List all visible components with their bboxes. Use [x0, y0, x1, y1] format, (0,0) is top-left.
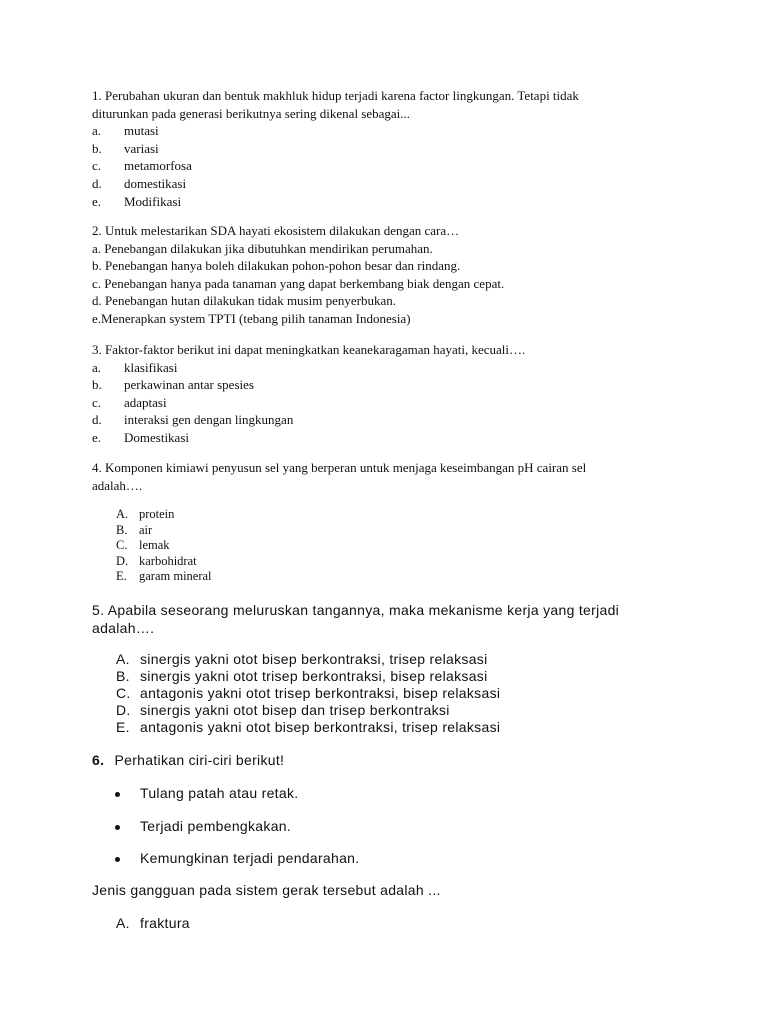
option-letter: A. — [116, 651, 130, 667]
question-4-line-1: 4. Komponen kimiawi penyusun sel yang berperan untuk menjaga keseimbangan pH cairan sel — [92, 460, 587, 475]
question-1-option-c — [92, 157, 674, 175]
question-6-prompt: Perhatikan ciri-ciri berikut! — [114, 752, 285, 768]
option-text: perkawinan antar spesies — [124, 377, 254, 393]
option-text: garam mineral — [139, 569, 212, 583]
option-text: klasifikasi — [124, 359, 178, 375]
option-text: sinergis yakni otot bisep dan trisep berkontraksi — [140, 702, 450, 718]
option-letter: D. — [116, 553, 129, 568]
option-letter: c. — [92, 394, 102, 410]
question-1-option-b — [92, 140, 674, 158]
option-letter: E. — [116, 719, 130, 735]
question-5-line-1: 5. Apabila seseorang meluruskan tangannya, maka mekanisme kerja yang terjadi — [92, 602, 620, 618]
option-letter: a. — [92, 359, 102, 375]
option-letter: C. — [116, 538, 128, 552]
option-text: variasi — [124, 140, 159, 156]
bullet-text: Kemungkinan terjadi pendarahan. — [140, 850, 360, 866]
question-4-line-2: adalah…. — [92, 477, 143, 493]
option-letter: e. — [92, 193, 102, 209]
option-text: fraktura — [140, 915, 190, 931]
question-6-option-a — [116, 915, 190, 931]
question-6-text: Jenis gangguan pada sistem gerak tersebut adalah ... — [92, 882, 441, 898]
option-letter: A. — [116, 915, 130, 931]
option-letter: e. — [92, 429, 102, 445]
question-2-text: 2. Untuk melestarikan SDA hayati ekosistem dilakukan dengan cara… — [92, 223, 460, 238]
option-letter: b. — [92, 140, 102, 156]
option-letter: B. — [116, 668, 130, 684]
question-2-option-c: c. Penebangan hanya pada tanaman yang dapat berkembang biak dengan cepat. — [92, 275, 505, 291]
option-letter: D. — [116, 702, 131, 718]
option-text: antagonis yakni otot trisep berkontraksi, bisep relaksasi — [140, 685, 501, 701]
bullet-icon — [115, 825, 120, 830]
option-letter: E. — [116, 569, 127, 583]
option-letter: C. — [116, 685, 131, 701]
question-4 — [92, 459, 674, 494]
option-letter: A. — [116, 507, 129, 521]
question-1-line-1: 1. Perubahan ukuran dan bentuk makhluk hidup terjadi karena factor lingkungan. Tetapi tidak — [92, 88, 579, 103]
question-1-option-d — [92, 175, 674, 193]
question-3 — [92, 341, 674, 447]
option-letter: a. — [92, 123, 102, 139]
option-text: lemak — [139, 538, 170, 552]
bullet-icon — [115, 792, 120, 797]
question-1-option-e — [92, 193, 674, 211]
option-text: antagonis yakni otot bisep berkontraksi, trisep relaksasi — [140, 719, 501, 735]
option-letter: d. — [92, 175, 102, 191]
question-3-option-d — [92, 411, 674, 429]
option-text: sinergis yakni otot bisep berkontraksi, trisep relaksasi — [140, 651, 488, 667]
question-2-option-d: d. Penebangan hutan dilakukan tidak musim penyerbukan. — [92, 293, 396, 309]
question-2-option-e: e.Menerapkan system TPTI (tebang pilih tanaman Indonesia) — [92, 310, 411, 326]
question-3-option-c — [92, 394, 674, 412]
question-1 — [92, 87, 674, 210]
question-2-option-a: a. Penebangan dilakukan jika dibutuhkan mendirikan perumahan. — [92, 240, 433, 256]
question-6-number: 6. — [92, 752, 105, 768]
question-3-option-e — [92, 429, 674, 447]
option-text: protein — [139, 507, 175, 521]
option-letter: d. — [92, 412, 102, 428]
option-text: adaptasi — [124, 394, 167, 410]
option-text: Domestikasi — [124, 429, 189, 445]
question-5-line-2: adalah…. — [92, 620, 155, 636]
option-text: mutasi — [124, 123, 159, 139]
bullet-text: Terjadi pembengkakan. — [140, 818, 292, 834]
question-3-option-b — [92, 376, 674, 394]
question-1-option-a — [92, 122, 674, 140]
option-text: air — [139, 522, 153, 537]
bullet-text: Tulang patah atau retak. — [140, 785, 299, 801]
option-text: metamorfosa — [124, 158, 192, 174]
bullet-icon — [115, 857, 120, 862]
option-letter: B. — [116, 522, 128, 537]
question-2-option-b: b. Penebangan hanya boleh dilakukan pohon-pohon besar dan rindang. — [92, 258, 461, 274]
question-2 — [92, 222, 674, 328]
option-text: sinergis yakni otot trisep berkontraksi, bisep relaksasi — [140, 668, 488, 684]
question-3-option-a — [92, 359, 674, 377]
option-text: domestikasi — [124, 175, 187, 191]
option-letter: b. — [92, 377, 102, 393]
question-3-text: 3. Faktor-faktor berikut ini dapat meningkatkan keanekaragaman hayati, kecuali…. — [92, 342, 526, 357]
option-text: interaksi gen dengan lingkungan — [124, 412, 294, 428]
question-6-header — [92, 752, 284, 768]
option-text: karbohidrat — [139, 553, 197, 568]
question-5 — [92, 601, 674, 637]
option-text: Modifikasi — [124, 193, 182, 209]
option-letter: c. — [92, 158, 102, 174]
question-1-line-2: diturunkan pada generasi berikutnya sering dikenal sebagai... — [92, 105, 411, 121]
